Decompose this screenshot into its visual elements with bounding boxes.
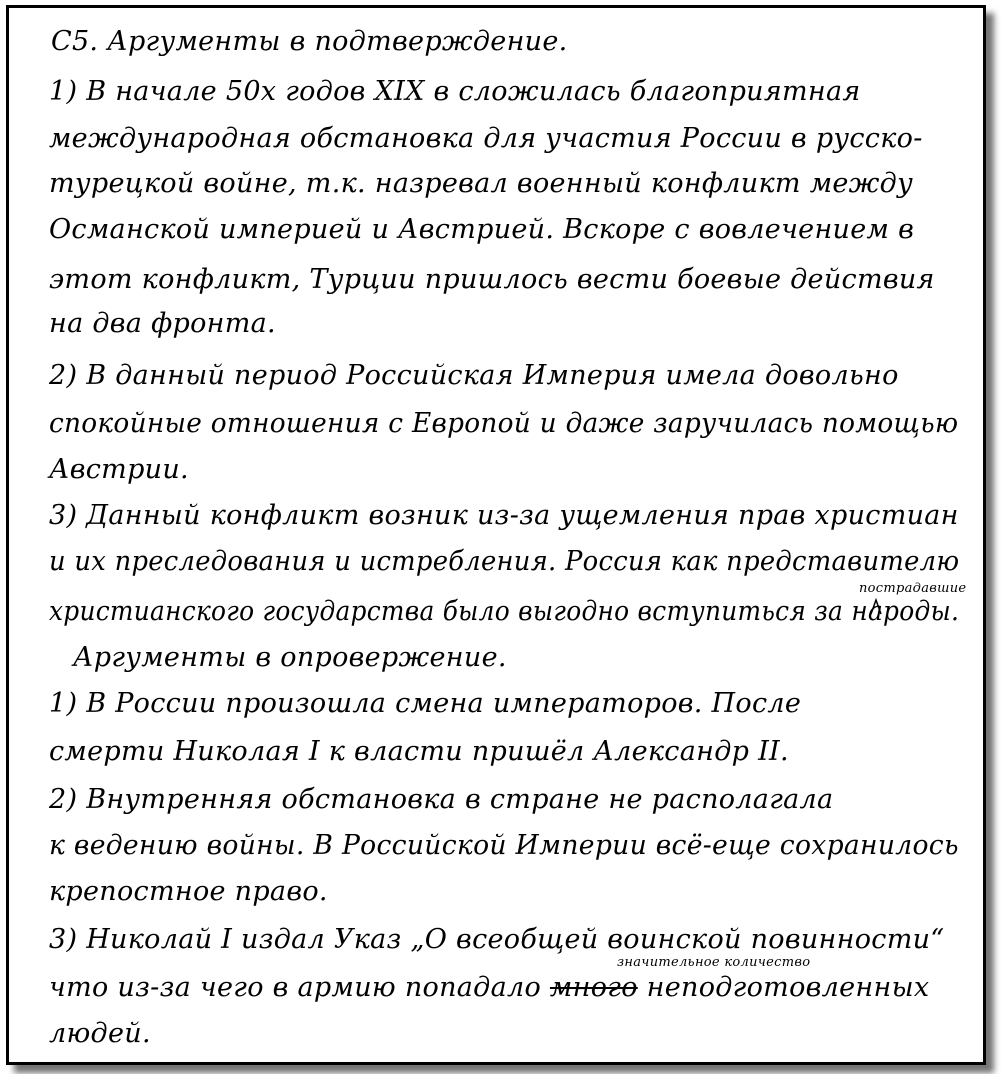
for-line-6: на два фронта. xyxy=(49,308,276,339)
for-line-1: 1) В начале 50х годов XIX в сложилась благоприятная xyxy=(49,76,861,107)
for-line-11: и их преследования и истребления. Россия как представителю xyxy=(49,546,960,577)
insert-postradavshie: пострадавшие xyxy=(859,581,967,596)
insert-znachitelnoe: значительное количество xyxy=(617,955,811,970)
against-line-8: людей. xyxy=(49,1018,151,1049)
document-frame xyxy=(6,5,986,1065)
for-line-2: международная обстановка для участия России в русско- xyxy=(49,123,923,154)
against-line-7 xyxy=(49,974,929,1001)
for-line-8: спокойные отношения с Европой и даже заручилась помощью xyxy=(49,408,959,439)
insertion-caret-mark xyxy=(869,596,883,616)
heading-arguments-for: C5. Аргументы в подтверждение. xyxy=(51,26,568,57)
for-line-5: этот конфликт, Турции пришлось вести боевые действия xyxy=(49,264,935,295)
against-line-7-text: что из-за чего в армию попадало xyxy=(49,972,542,1003)
against-line-2: смерти Николая I к власти пришёл Александр II. xyxy=(49,736,789,767)
for-line-7: 2) В данный период Российская Империя имела довольно xyxy=(49,360,899,391)
against-line-7-end: неподготовленных xyxy=(646,972,930,1003)
against-line-4: к ведению войны. В Российской Империи всё-еще сохранилось xyxy=(49,830,959,861)
heading-arguments-against: Аргументы в опровержение. xyxy=(73,642,507,673)
for-line-10: 3) Данный конфликт возник из-за ущемления прав христиан xyxy=(49,500,959,531)
for-line-9: Австрии. xyxy=(49,454,189,485)
for-line-3: турецкой войне, т.к. назревал военный конфликт между xyxy=(49,168,914,199)
for-line-4: Османской империей и Австрией. Вскоре с вовлечением в xyxy=(49,214,915,245)
against-line-3: 2) Внутренняя обстановка в стране не располагала xyxy=(49,784,834,815)
against-line-1: 1) В России произошла смена императоров. После xyxy=(49,688,802,719)
for-line-12: христианского государства было выгодно вступиться за народы. xyxy=(49,596,960,627)
struck-word: много xyxy=(549,972,638,1003)
handwritten-page xyxy=(9,8,983,1062)
against-line-5: крепостное право. xyxy=(49,876,328,907)
against-line-6: 3) Николай I издал Указ „О всеобщей воинской повинности“ xyxy=(49,924,945,955)
